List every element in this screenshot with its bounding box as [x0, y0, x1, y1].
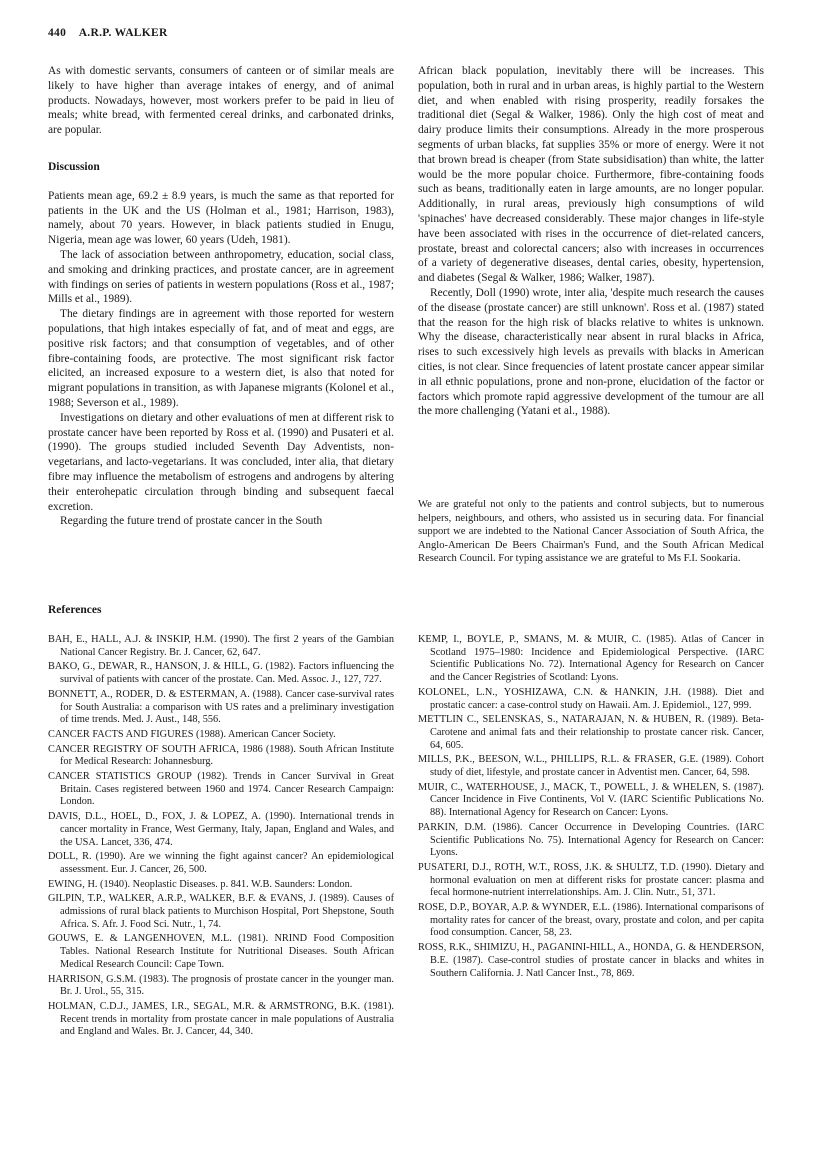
- body-paragraph: Investigations on dietary and other evaluations of men at different risk to prostate cancer have been reported by Ross et al. (1990) and Pusateri et al. (1990). The groups studied included Seventh Day Adventists, non-vegetarians, and lacto-vegetarians. It was concluded, inter alia, that dietary fibre may influence the metabolism of estrogens and androgens by altering their enterohepatic circulation through binding and subsequent faecal excretion.: [48, 411, 394, 513]
- body-paragraph: The lack of association between anthropometry, education, social class, and smoking and drinking practices, and prostate cancer, are in agreement with findings on series of patients in western populations (Ross et al., 1987; Mills et al., 1989).: [48, 248, 394, 306]
- reference-item: BAKO, G., DEWAR, R., HANSON, J. & HILL, G. (1982). Factors influencing the survival of patients with cancer of the prostate. Can. Med. Assoc. J., 127, 727.: [48, 661, 394, 686]
- reference-item: CANCER REGISTRY OF SOUTH AFRICA, 1986 (1988). South African Institute for Medical Research: Johannesburg.: [48, 743, 394, 768]
- reference-item: ROSE, D.P., BOYAR, A.P. & WYNDER, E.L. (1986). International comparisons of mortality rates for cancer of the breast, ovary, prostate and colon, and per capita food consumption. Cancer, 58, 23.: [418, 902, 764, 939]
- reference-item: PUSATERI, D.J., ROTH, W.T., ROSS, J.K. & SHULTZ, T.D. (1990). Dietary and hormonal evaluation on men at different risks for prostate cancer: plasma and fecal hormone-nutrient interrelationships. Am. J. Clin. Nutr., 51, 371.: [418, 861, 764, 899]
- reference-item: MUIR, C., WATERHOUSE, J., MACK, T., POWELL, J. & WHELEN, S. (1987). Cancer Incidence in Five Continents, Vol V. (IARC Scientific Publications No. 88). International Agency for Research on Cancer: Lyons.: [418, 781, 764, 819]
- reference-item: HOLMAN, C.D.J., JAMES, I.R., SEGAL, M.R. & ARMSTRONG, B.K. (1981). Recent trends in mortality from prostate cancer in male populations of Australia and England and Wales. Br. J. Cancer, 44, 340.: [48, 1000, 394, 1038]
- reference-item: CANCER STATISTICS GROUP (1982). Trends in Cancer Survival in Great Britain. Cases registered between 1960 and 1974. Cancer Research Campaign: London.: [48, 771, 394, 808]
- reference-item: CANCER FACTS AND FIGURES (1988). American Cancer Society.: [48, 728, 336, 740]
- running-head: [48, 27, 168, 39]
- page-number: 440: [48, 27, 67, 39]
- body-paragraph: Patients mean age, 69.2 ± 8.9 years, is much the same as that reported for patients in the UK and the US (Holman et al., 1981; Harrison, 1983), namely, about 70 years. However, in black patients studied in Enugu, Nigeria, mean age was lower, 60 years (Udeh, 1981).: [48, 189, 394, 247]
- reference-item: MILLS, P.K., BEESON, W.L., PHILLIPS, R.L. & FRASER, G.E. (1989). Cohort study of diet, lifestyle, and prostate cancer in Adventist men. Cancer, 64, 598.: [418, 754, 764, 779]
- reference-item: BAH, E., HALL, A.J. & INSKIP, H.M. (1990). The first 2 years of the Gambian National Cancer Registry. Br. J. Cancer, 62, 647.: [48, 634, 394, 658]
- body-paragraph: Recently, Doll (1990) wrote, inter alia, 'despite much research the causes of the disease (prostate cancer) are still unknown'. Ross et al. (1987) stated that the reason for the high risk of blacks relative to whites is unknown. Why the disease, characteristically near absent in rural blacks in Africa, rises to such excessively high levels as prevails with blacks in American cities, is not clear. Since frequencies of latent prostate cancer appear similar in all ethnic populations, prone and non-prone, elucidation of the factor or factors which promote rapid aggressive development of the tumour are all the more challenging (Yatani et al., 1988).: [418, 286, 764, 418]
- intro-paragraph: As with domestic servants, consumers of canteen or of similar meals are likely to have higher than average intakes of energy, and of animal products. Nowadays, however, most workers prefer to be paid in lieu of meals; white bread, with fermented cereal drinks, and carbonated drinks, are popular.: [48, 65, 394, 137]
- reference-item: KOLONEL, L.N., YOSHIZAWA, C.N. & HANKIN, J.H. (1988). Diet and prostatic cancer: a case-control study on Hawaii. Am. J. Epidemiol., 127, 999.: [418, 686, 764, 711]
- references-heading: References: [48, 604, 102, 616]
- reference-item: DAVIS, D.L., HOEL, D., FOX, J. & LOPEZ, A. (1990). International trends in cancer mortality in France, West Germany, Italy, Japan, England and Wales, and the USA. Lancet, 336, 474.: [48, 811, 394, 848]
- right-column: [418, 64, 764, 419]
- running-author: A.R.P. WALKER: [78, 27, 168, 39]
- reference-item: BONNETT, A., RODER, D. & ESTERMAN, A. (1988). Cancer case-survival rates for South Australia: a comparison with US rates and a preliminary investigation of time trends. Med. J. Aust., 148, 556.: [48, 688, 394, 726]
- left-column: [48, 64, 394, 529]
- reference-item: HARRISON, G.S.M. (1983). The prognosis of prostate cancer in the younger man. Br. J. Urol., 55, 315.: [48, 973, 394, 998]
- body-paragraph: African black population, inevitably there will be increases. This population, both in rural and in urban areas, is highly partial to the Western diet, and when enabled with rising prosperity, readily forsakes the traditional diet (Segal & Walker, 1986). Only the high cost of meat and dairy produce limits their consumptions. Already in the more prosperous segments of urban blacks, fat supplies 35% or more of energy. Were it not that brown bread is cheaper (from State subsidisation) than white, the latter would be the more popular choice. Furthermore, fibre-containing foods such as beans, traditionally eaten in large amounts, are no longer popular. Additionally, in rural areas, previously high consumptions of wild 'spinaches' have decreased considerably. These major changes in life-style have been associated with rises in the occurrence of diet-related cancers, prostate, breast and colorectal cancers; also with increases in occurrences of a variety of degenerative diseases, dental caries, obesity, hypertension, and diabetes (Segal & Walker, 1986; Walker, 1987).: [418, 65, 764, 285]
- reference-item: EWING, H. (1940). Neoplastic Diseases. p. 841. W.B. Saunders: London.: [48, 878, 353, 890]
- reference-item: GOUWS, E. & LANGENHOVEN, M.L. (1981). NRIND Food Composition Tables. National Research Institute for Nutritional Diseases. South African Medical Research Council: Cape Town.: [48, 933, 394, 970]
- reference-item: GILPIN, T.P., WALKER, A.R.P., WALKER, B.F. & EVANS, J. (1989). Causes of admissions of rural black patients to Murchison Hospital, Port Shepstone, South Africa. S. Afr. J. Food Sci. Nutr., 1, 74.: [48, 893, 394, 930]
- body-paragraph: The dietary findings are in agreement with those reported for western populations, that high intakes especially of fat, and of meat and eggs, are positive risk factors; and that consumption of vegetables, and of other fibre-containing foods, are protective. The most significant risk factor elicited, an increased exposure to a western diet, is also that noted for migrant populations in transition, as with Japanese migrants (Kolonel et al., 1988; Severson et al., 1989).: [48, 308, 394, 409]
- references-left-list: [48, 634, 394, 1041]
- reference-item: ROSS, R.K., SHIMIZU, H., PAGANINI-HILL, A., HONDA, G. & HENDERSON, B.E. (1987). Case-control studies of prostate cancer in blacks and whites in Southern California. J. Natl Cancer Inst., 78, 869.: [418, 942, 764, 979]
- reference-item: DOLL, R. (1990). Are we winning the fight against cancer? An epidemiological assessment. Eur. J. Cancer, 26, 500.: [48, 851, 394, 875]
- reference-item: PARKIN, D.M. (1986). Cancer Occurrence in Developing Countries. (IARC Scientific Publications No. 75). International Agency for Research on Cancer: Lyons.: [418, 821, 764, 859]
- discussion-heading: Discussion: [48, 160, 100, 173]
- reference-item: METTLIN C., SELENSKAS, S., NATARAJAN, N. & HUBEN, R. (1989). Beta-Carotene and animal fats and their relationship to prostate cancer risk. Cancer, 64, 605.: [418, 714, 764, 751]
- references-right-list: [418, 634, 764, 982]
- reference-item: KEMP, I., BOYLE, P., SMANS, M. & MUIR, C. (1985). Atlas of Cancer in Scotland 1975–1980: Incidence and Epidemiological Perspective. (IARC Scientific Publications No. 72). International Agency for Research on Cancer and the Cancer Registries of Scotland: Lyons.: [418, 634, 764, 684]
- body-paragraph: Regarding the future trend of prostate cancer in the South: [60, 515, 323, 528]
- acknowledgement: We are grateful not only to the patients and control subjects, but to numerous helpers, neighbours, and others, who assisted us in securing data. For financial support we are indebted to the National Cancer Association of South Africa, the Anglo-American De Beers Chairman's Fund, and the South African Medical Research Council. For typing assistance we are grateful to Ms F.I. Sookaria.: [418, 499, 764, 565]
